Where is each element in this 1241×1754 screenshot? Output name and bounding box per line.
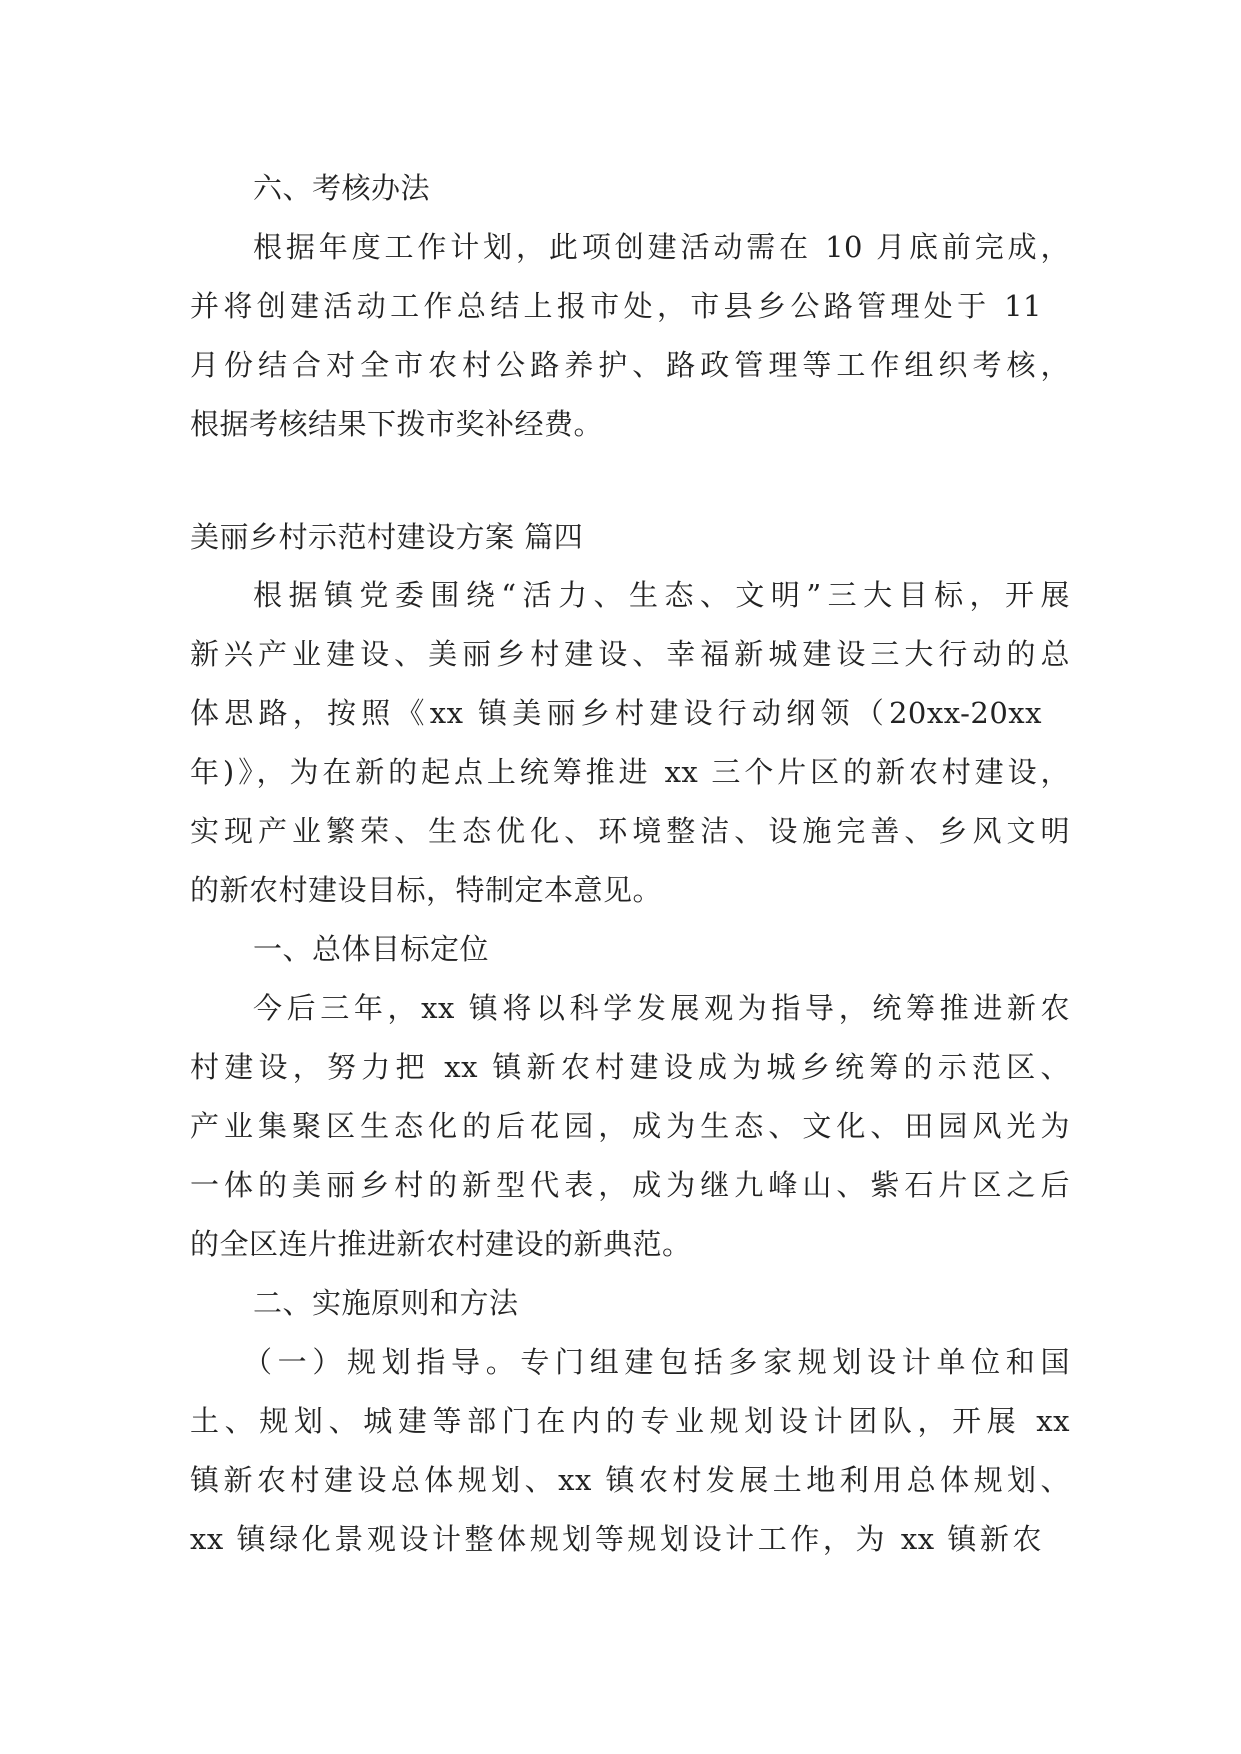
paragraph-line: 根据镇党委围绕“活力、生态、文明”三大目标，开展 [253, 578, 1070, 612]
paragraph-line: xx 镇绿化景观设计整体规划等规划设计工作，为 xx 镇新农 [190, 1522, 1042, 1556]
paragraph-line: 一体的美丽乡村的新型代表，成为继九峰山、紫石片区之后 [190, 1168, 1070, 1202]
section-heading-principles: 二、实施原则和方法 [253, 1286, 519, 1320]
paragraph-line: 产业集聚区生态化的后花园，成为生态、文化、田园风光为 [190, 1109, 1070, 1143]
paragraph-line: 今后三年，xx 镇将以科学发展观为指导，统筹推进新农 [253, 991, 1070, 1025]
paragraph-line: 年)》，为在新的起点上统筹推进 xx 三个片区的新农村建设， [190, 755, 1070, 789]
paragraph-line: 土、规划、城建等部门在内的专业规划设计团队，开展 xx [190, 1404, 1070, 1438]
paragraph-line: 新兴产业建设、美丽乡村建设、幸福新城建设三大行动的总 [190, 637, 1070, 671]
paragraph-line: 村建设，努力把 xx 镇新农村建设成为城乡统筹的示范区、 [190, 1050, 1070, 1084]
paragraph-line: 的新农村建设目标，特制定本意见。 [190, 873, 663, 907]
paragraph-line: 根据年度工作计划，此项创建活动需在 10 月底前完成， [253, 230, 1070, 264]
paragraph-line: 并将创建活动工作总结上报市处，市县乡公路管理处于 11 [190, 289, 1042, 323]
paragraph-line: （一）规划指导。专门组建包括多家规划设计单位和国 [243, 1345, 1070, 1379]
paragraph-line: 镇新农村建设总体规划、xx 镇农村发展土地利用总体规划、 [190, 1463, 1070, 1497]
paragraph-line: 实现产业繁荣、生态优化、环境整洁、设施完善、乡风文明 [190, 814, 1070, 848]
paragraph-line: 根据考核结果下拨市奖补经费。 [190, 407, 604, 441]
article-title: 美丽乡村示范村建设方案 篇四 [190, 520, 584, 554]
paragraph-line: 的全区连片推进新农村建设的新典范。 [190, 1227, 692, 1261]
paragraph-line: 月份结合对全市农村公路养护、路政管理等工作组织考核， [190, 348, 1070, 382]
section-heading-goals: 一、总体目标定位 [253, 932, 490, 966]
section-heading-assessment: 六、考核办法 [253, 171, 431, 205]
paragraph-line: 体思路，按照《xx 镇美丽乡村建设行动纲领（20xx-20xx [190, 696, 1042, 730]
